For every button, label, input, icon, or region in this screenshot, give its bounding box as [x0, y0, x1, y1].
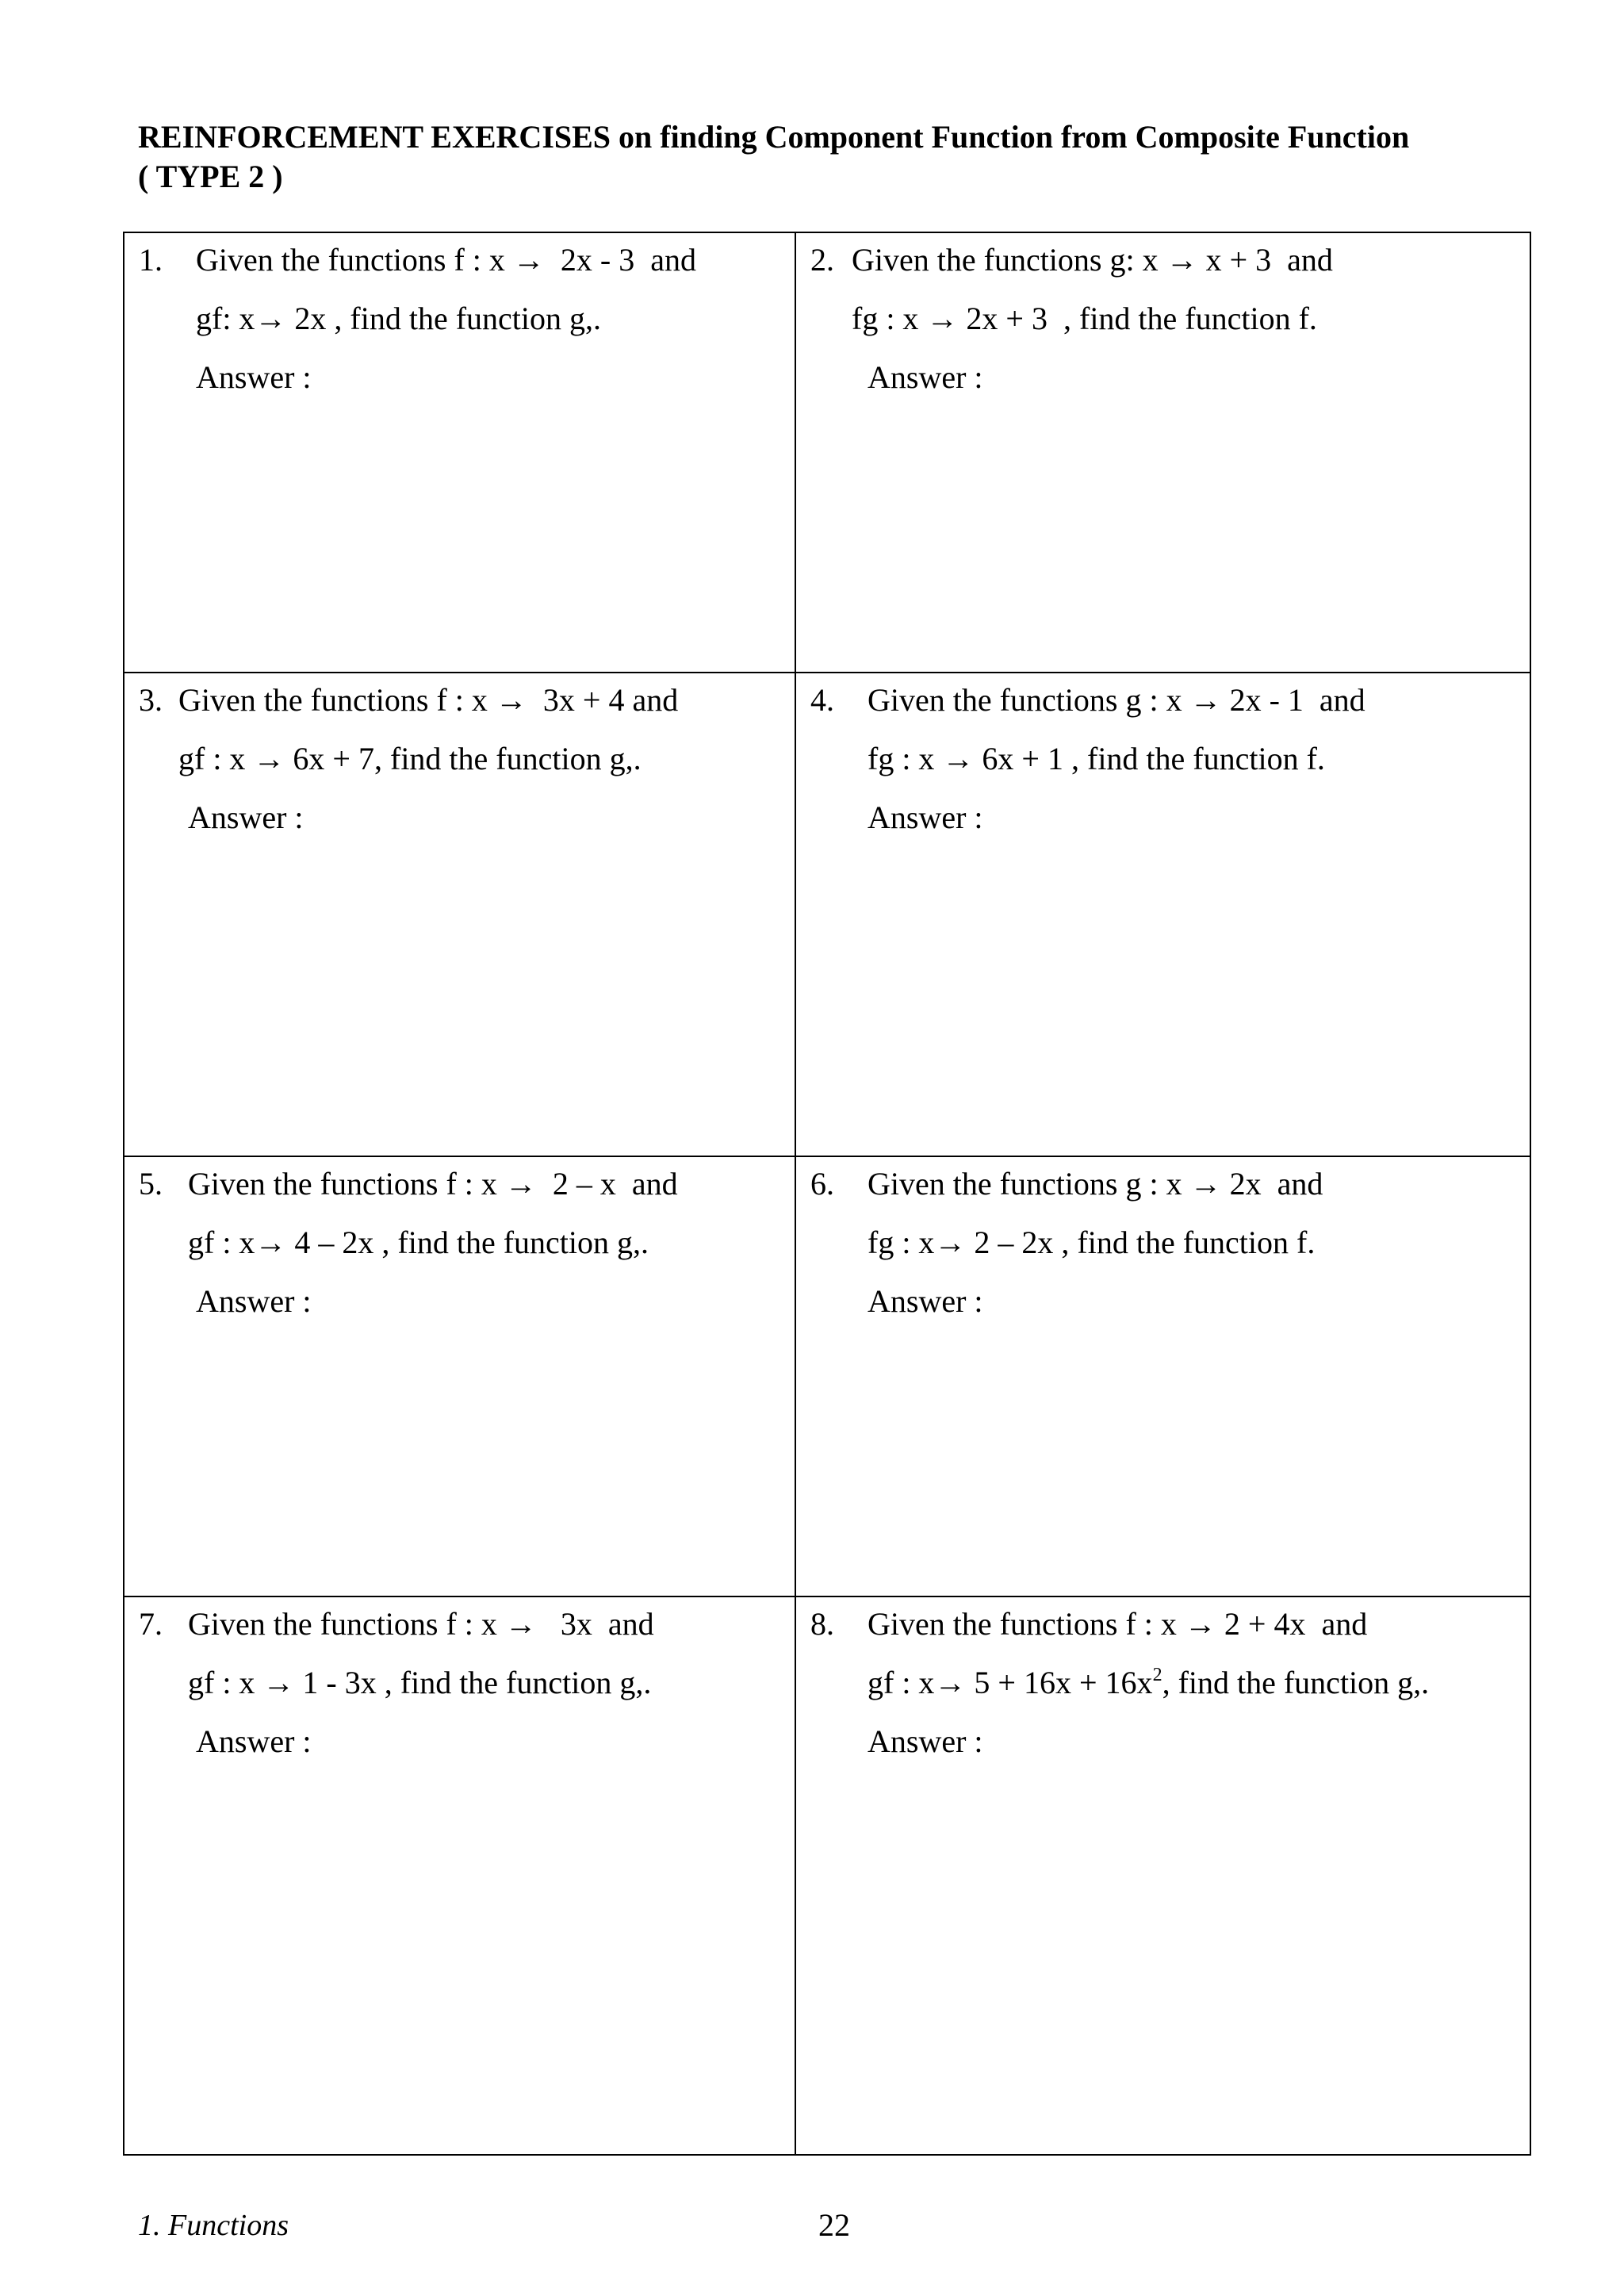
exercise-number: 8.: [810, 1606, 834, 1642]
exercise-statement: gf : x→ 4 – 2x , find the function g,.: [188, 1225, 649, 1260]
exercise-statement: Given the functions f : x → 2x - 3 and: [196, 242, 696, 278]
exercise-statement: fg : x → 2x + 3 , find the function f.: [852, 301, 1317, 336]
exercise-statement: Given the functions g : x → 2x - 1 and: [868, 682, 1365, 718]
exercise-statement: [868, 1664, 1429, 1702]
statement-part: gf : x→ 5 + 16x + 16x: [868, 1665, 1153, 1700]
exercise-cell-6: [796, 1157, 1530, 1597]
exercise-statement: fg : x→ 2 – 2x , find the function f.: [868, 1225, 1316, 1260]
exercise-cell-7: [124, 1597, 796, 2154]
exercise-statement: Given the functions f : x → 3x + 4 and: [178, 682, 679, 718]
exercise-cell-3: [124, 673, 796, 1157]
answer-label: Answer :: [188, 799, 304, 835]
exercise-statement: gf: x→ 2x , find the function g,.: [196, 301, 602, 336]
answer-label: Answer :: [196, 1283, 312, 1319]
exercise-statement: Given the functions f : x → 2 – x and: [188, 1166, 678, 1202]
exercise-statement: gf : x → 6x + 7, find the function g,.: [178, 741, 642, 776]
exercise-number: 5.: [139, 1166, 163, 1202]
footer-chapter: 1. Functions: [138, 2209, 289, 2242]
exercise-number: 3.: [139, 682, 163, 718]
exercise-statement: Given the functions g: x → x + 3 and: [852, 242, 1333, 278]
answer-label: Answer :: [868, 359, 983, 395]
exercise-statement: Given the functions f : x → 2 + 4x and: [868, 1606, 1368, 1642]
exponent: 2: [1152, 1665, 1162, 1685]
exercise-statement: fg : x → 6x + 1 , find the function f.: [868, 741, 1325, 776]
answer-label: Answer :: [196, 1723, 312, 1759]
exercise-cell-5: [124, 1157, 796, 1597]
exercise-statement: gf : x → 1 - 3x , find the function g,.: [188, 1665, 652, 1700]
exercise-grid: [123, 232, 1531, 2156]
answer-label: Answer :: [196, 359, 312, 395]
exercise-number: 6.: [810, 1166, 834, 1202]
exercise-statement: Given the functions f : x → 3x and: [188, 1606, 654, 1642]
exercise-cell-2: [796, 233, 1530, 673]
answer-label: Answer :: [868, 1283, 983, 1319]
exercise-cell-1: [124, 233, 796, 673]
exercise-cell-4: [796, 673, 1530, 1157]
title-line-2: ( TYPE 2 ): [138, 159, 283, 194]
answer-label: Answer :: [868, 1723, 983, 1759]
page-number: 22: [818, 2207, 850, 2243]
exercise-number: 7.: [139, 1606, 163, 1642]
answer-label: Answer :: [868, 799, 983, 835]
exercise-statement: Given the functions g : x → 2x and: [868, 1166, 1323, 1202]
exercise-number: 4.: [810, 682, 834, 718]
statement-part: , find the function g,.: [1162, 1665, 1430, 1700]
title-line-1: REINFORCEMENT EXERCISES on finding Component Function from Composite Function: [138, 119, 1410, 155]
exercise-number: 2.: [810, 242, 834, 278]
exercise-number: 1.: [139, 242, 163, 278]
page-title: [138, 117, 1549, 197]
exercise-cell-8: [796, 1597, 1530, 2154]
